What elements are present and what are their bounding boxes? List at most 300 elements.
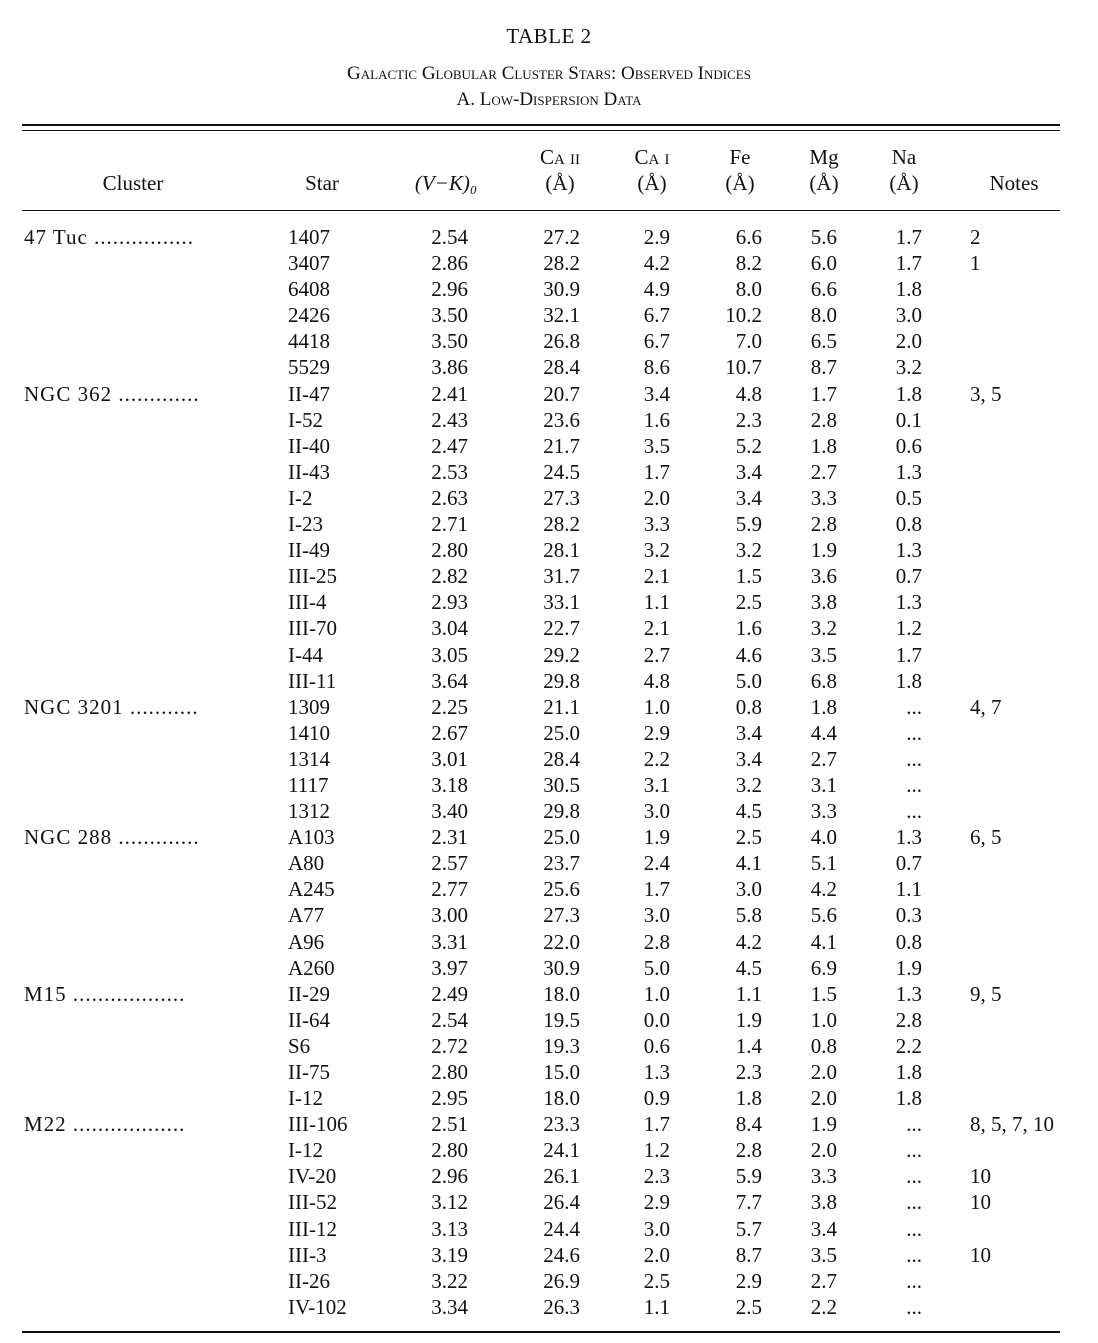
table-row [0,563,1098,589]
cell-vk: 3.97 [431,955,468,980]
cell-ca1: 2.2 [643,746,670,771]
table-row [0,1085,1098,1111]
cell-fe: 5.9 [735,1164,762,1189]
cell-mg: 3.3 [810,485,837,510]
cell-fe: 1.1 [735,981,762,1006]
cell-na: ... [906,799,922,824]
cell-na: 1.8 [895,381,922,406]
cell-star: IV-20 [288,1164,337,1189]
table-row [0,302,1098,328]
cell-na: ... [906,1138,922,1163]
cell-star: A245 [288,877,335,902]
cell-ca1: 2.9 [643,1190,670,1215]
cell-mg: 2.7 [810,459,837,484]
cell-vk: 2.43 [431,407,468,432]
cell-fe: 5.9 [735,512,762,537]
cell-na: ... [906,1112,922,1137]
cell-mg: 3.5 [810,1242,837,1267]
cell-vk: 2.63 [431,485,468,510]
cell-fe: 4.5 [735,955,762,980]
cell-ca2: 26.9 [543,1268,580,1293]
cell-ca2: 31.7 [543,564,580,589]
cell-na: 1.2 [895,616,922,641]
cell-mg: 2.8 [810,407,837,432]
cell-fe: 1.4 [735,1033,762,1058]
table-row [0,668,1098,694]
cell-ca1: 1.7 [643,1112,670,1137]
table-row [0,1007,1098,1033]
cell-ca1: 3.0 [643,799,670,824]
cell-mg: 1.0 [810,1007,837,1032]
cell-ca1: 3.4 [643,381,670,406]
table-row [0,1033,1098,1059]
cell-fe: 5.7 [735,1216,762,1241]
cell-mg: 3.4 [810,1216,837,1241]
header-rule [22,210,1060,211]
cell-cluster: 47 Tuc ................ [24,225,195,249]
cell-notes: 8, 5, 7, 10 [970,1112,1054,1137]
cell-ca1: 1.7 [643,877,670,902]
table-row [0,1189,1098,1215]
cell-star: I-2 [288,485,313,510]
cell-star: 1309 [288,694,330,719]
cell-vk: 2.47 [431,433,468,458]
cell-na: 0.8 [895,929,922,954]
cell-ca1: 4.8 [643,668,670,693]
table-row [0,485,1098,511]
cell-ca1: 3.2 [643,538,670,563]
top-rule [22,124,1060,126]
cell-ca1: 1.6 [643,407,670,432]
cell-vk: 3.18 [431,772,468,797]
cell-vk: 2.72 [431,1033,468,1058]
cell-ca2: 25.0 [543,720,580,745]
cell-mg: 3.8 [810,590,837,615]
cell-fe: 8.0 [735,277,762,302]
cell-cluster: NGC 3201 ........... [24,694,199,719]
cell-notes: 6, 5 [970,825,1002,850]
cell-notes: 4, 7 [970,694,1002,719]
cell-ca2: 24.4 [543,1216,580,1241]
cell-ca1: 4.2 [643,251,670,276]
cell-na: 1.3 [895,825,922,850]
cell-na: 0.6 [895,433,922,458]
cell-ca1: 2.4 [643,851,670,876]
header-ca2: Ca ii (Å) [539,145,581,195]
cell-star: A96 [288,929,325,954]
cell-vk: 2.80 [431,1060,468,1084]
cell-ca2: 29.8 [543,799,580,824]
table-row [0,407,1098,433]
cell-ca2: 25.0 [543,825,580,850]
cell-mg: 1.7 [810,381,837,406]
cell-star: I-52 [288,407,323,432]
cell-ca1: 2.5 [643,1268,670,1293]
cell-mg: 5.1 [810,851,837,876]
cell-mg: 2.2 [810,1294,837,1319]
table-row [0,1111,1098,1137]
table-label: TABLE 2 [506,24,592,48]
cell-vk: 3.05 [431,642,468,667]
table-row [0,511,1098,537]
cell-vk: 2.86 [431,251,468,276]
cell-ca2: 19.5 [543,1007,580,1032]
cell-mg: 2.0 [810,1060,837,1084]
cell-fe: 2.8 [735,1138,762,1163]
cell-star: I-12 [288,1086,323,1111]
cell-ca1: 3.3 [643,512,670,537]
cell-fe: 2.5 [735,1294,762,1319]
cell-star: 1312 [288,799,330,824]
cell-fe: 2.3 [735,1060,762,1084]
cell-na: ... [906,772,922,797]
cell-star: III-11 [288,668,337,693]
cell-fe: 5.2 [735,433,762,458]
cell-fe: 3.4 [735,485,762,510]
cell-ca1: 1.3 [643,1060,670,1084]
cell-na: ... [906,1164,922,1189]
cell-na: 1.8 [895,1060,922,1084]
table-row [0,850,1098,876]
cell-ca1: 2.9 [643,225,670,249]
cell-ca1: 1.0 [643,694,670,719]
table-row [0,328,1098,354]
cell-mg: 4.0 [810,825,837,850]
cell-star: III-4 [288,590,327,615]
cell-star: III-25 [288,564,337,589]
table-row [0,1137,1098,1163]
cell-ca2: 28.2 [543,512,580,537]
table-subcaption: A. Low-Dispersion Data [456,89,642,110]
cell-notes: 3, 5 [970,381,1002,406]
cell-star: I-12 [288,1138,323,1163]
table-row [0,224,1098,250]
cell-mg: 3.6 [810,564,837,589]
cell-na: ... [906,1216,922,1241]
cell-mg: 6.9 [810,955,837,980]
cell-ca2: 27.3 [543,485,580,510]
cell-ca1: 1.9 [643,825,670,850]
cell-na: 0.3 [895,903,922,928]
cell-vk: 2.82 [431,564,468,589]
cell-ca2: 26.8 [543,329,580,354]
cell-mg: 1.9 [810,1112,837,1137]
cell-notes: 10 [970,1164,991,1189]
cell-fe: 3.4 [735,746,762,771]
cell-na: 1.3 [895,459,922,484]
cell-ca1: 2.0 [643,1242,670,1267]
cell-mg: 4.2 [810,877,837,902]
cell-star: 1410 [288,720,330,745]
cell-na: 3.2 [895,355,922,380]
cell-star: 3407 [288,251,330,276]
table-row [0,694,1098,720]
cell-vk: 2.93 [431,590,468,615]
cell-na: ... [906,746,922,771]
cell-mg: 3.3 [810,1164,837,1189]
cell-star: I-44 [288,642,323,667]
cell-ca2: 26.3 [543,1294,580,1319]
cell-mg: 6.6 [810,277,837,302]
cell-ca2: 32.1 [543,303,580,328]
cell-fe: 1.5 [735,564,762,589]
cell-star: A77 [288,903,325,928]
cell-star: IV-102 [288,1294,347,1319]
header-notes: Notes [989,171,1039,195]
cell-na: 0.8 [895,512,922,537]
cell-ca1: 2.8 [643,929,670,954]
table-row [0,537,1098,563]
header-cluster: Cluster [102,171,164,195]
cell-na: ... [906,1294,922,1319]
cell-na: 2.0 [895,329,922,354]
cell-mg: 6.8 [810,668,837,693]
cell-fe: 2.3 [735,407,762,432]
cell-vk: 2.53 [431,459,468,484]
top-rule-inner [22,130,1060,131]
cell-ca1: 3.0 [643,903,670,928]
cell-vk: 3.12 [431,1190,468,1215]
cell-na: 3.0 [895,303,922,328]
table-row [0,1163,1098,1189]
cell-mg: 8.7 [810,355,837,380]
table-caption: Galactic Globular Cluster Stars: Observed Indices [347,63,751,84]
cell-ca1: 2.1 [643,564,670,589]
cell-ca1: 3.0 [643,1216,670,1241]
table-row [0,433,1098,459]
cell-cluster: NGC 288 ............. [24,825,200,850]
cell-na: 1.3 [895,981,922,1006]
cell-na: 0.7 [895,564,922,589]
cell-vk: 3.04 [431,616,468,641]
cell-ca1: 1.0 [643,981,670,1006]
bottom-rule [22,1331,1060,1333]
cell-fe: 8.7 [735,1242,762,1267]
cell-fe: 3.2 [735,772,762,797]
cell-star: II-40 [288,433,330,458]
cell-fe: 3.4 [735,720,762,745]
cell-ca2: 30.5 [543,772,580,797]
header-vk: (V−K)₀ [414,171,478,195]
cell-ca2: 30.9 [543,277,580,302]
cell-ca1: 1.2 [643,1138,670,1163]
cell-na: 2.2 [895,1033,922,1058]
cell-ca2: 33.1 [543,590,580,615]
cell-cluster: M22 .................. [24,1112,186,1137]
table-row [0,1268,1098,1294]
cell-vk: 2.49 [431,981,468,1006]
cell-ca1: 6.7 [643,303,670,328]
cell-fe: 7.7 [735,1190,762,1215]
table-row [0,642,1098,668]
table-row [0,1059,1098,1085]
cell-star: A80 [288,851,325,876]
cell-na: 1.9 [895,955,922,980]
cell-na: 1.8 [895,668,922,693]
cell-star: III-70 [288,616,337,641]
cell-vk: 2.31 [431,825,468,850]
cell-star: III-3 [288,1242,327,1267]
cell-vk: 2.95 [431,1086,468,1111]
cell-ca2: 21.7 [543,433,580,458]
cell-ca2: 20.7 [543,381,580,406]
header-mg: Mg (Å) [809,145,839,195]
cell-na: 1.8 [895,277,922,302]
cell-fe: 6.6 [735,225,762,249]
cell-ca2: 28.2 [543,251,580,276]
cell-fe: 7.0 [735,329,762,354]
cell-cluster: M15 .................. [24,981,186,1006]
cell-fe: 4.6 [735,642,762,667]
cell-na: ... [906,1268,922,1293]
cell-na: 1.7 [895,225,922,249]
cell-vk: 2.71 [431,512,468,537]
cell-fe: 5.0 [735,668,762,693]
cell-ca2: 24.1 [543,1138,580,1163]
cell-fe: 10.2 [725,303,762,328]
table-row [0,981,1098,1007]
table-row [0,1242,1098,1268]
cell-star: 1117 [288,772,329,797]
cell-notes: 10 [970,1242,991,1267]
header-na: Na (Å) [889,145,919,195]
cell-star: II-26 [288,1268,330,1293]
cell-fe: 2.5 [735,590,762,615]
header-ca1: Ca i (Å) [634,145,670,195]
cell-ca2: 24.6 [543,1242,580,1267]
cell-vk: 3.22 [431,1268,468,1293]
cell-vk: 3.13 [431,1216,468,1241]
cell-ca1: 0.9 [643,1086,670,1111]
cell-ca2: 29.2 [543,642,580,667]
cell-cluster: NGC 362 ............. [24,381,200,406]
cell-star: A260 [288,955,335,980]
cell-vk: 3.00 [431,903,468,928]
cell-mg: 2.8 [810,512,837,537]
cell-ca2: 22.7 [543,616,580,641]
cell-fe: 8.4 [735,1112,762,1137]
cell-ca2: 24.5 [543,459,580,484]
cell-ca2: 30.9 [543,955,580,980]
cell-mg: 2.7 [810,746,837,771]
cell-ca2: 18.0 [543,981,580,1006]
cell-star: 5529 [288,355,330,380]
cell-na: 0.7 [895,851,922,876]
cell-na: 0.1 [895,407,922,432]
cell-ca1: 5.0 [643,955,670,980]
cell-star: A103 [288,825,335,850]
cell-ca2: 27.2 [543,225,580,249]
cell-star: III-52 [288,1190,337,1215]
cell-vk: 3.19 [431,1242,468,1267]
cell-vk: 2.51 [431,1112,468,1137]
cell-vk: 3.86 [431,355,468,380]
cell-ca1: 2.1 [643,616,670,641]
cell-ca1: 3.1 [643,772,670,797]
cell-vk: 2.96 [431,1164,468,1189]
cell-mg: 2.0 [810,1138,837,1163]
cell-fe: 2.5 [735,825,762,850]
table-row [0,902,1098,928]
cell-fe: 8.2 [735,251,762,276]
cell-na: 1.7 [895,642,922,667]
cell-star: 6408 [288,277,330,302]
cell-fe: 4.1 [735,851,762,876]
cell-ca2: 26.1 [543,1164,580,1189]
cell-star: II-49 [288,538,330,563]
cell-ca1: 2.3 [643,1164,670,1189]
cell-na: 0.5 [895,485,922,510]
cell-vk: 3.31 [431,929,468,954]
cell-ca1: 3.5 [643,433,670,458]
table-row [0,746,1098,772]
cell-mg: 5.6 [810,903,837,928]
cell-ca2: 23.3 [543,1112,580,1137]
cell-ca1: 6.7 [643,329,670,354]
cell-star: III-106 [288,1112,348,1137]
cell-mg: 3.8 [810,1190,837,1215]
cell-star: II-43 [288,459,330,484]
cell-ca2: 22.0 [543,929,580,954]
cell-mg: 3.1 [810,772,837,797]
cell-fe: 2.9 [735,1268,762,1293]
cell-ca2: 15.0 [543,1060,580,1084]
cell-mg: 6.5 [810,329,837,354]
cell-mg: 3.3 [810,799,837,824]
cell-fe: 5.8 [735,903,762,928]
table-row [0,276,1098,302]
cell-fe: 4.5 [735,799,762,824]
header-fe: Fe (Å) [725,145,755,195]
cell-fe: 4.8 [735,381,762,406]
cell-vk: 3.50 [431,303,468,328]
cell-vk: 2.80 [431,1138,468,1163]
cell-fe: 3.0 [735,877,762,902]
cell-fe: 10.7 [725,355,762,380]
cell-ca2: 28.4 [543,355,580,380]
cell-star: 2426 [288,303,330,328]
cell-vk: 2.57 [431,851,468,876]
table-row [0,459,1098,485]
cell-ca2: 28.1 [543,538,580,563]
cell-ca2: 19.3 [543,1033,580,1058]
cell-vk: 2.54 [431,225,468,249]
cell-fe: 1.6 [735,616,762,641]
table-row [0,720,1098,746]
table-row [0,1294,1098,1320]
cell-fe: 3.4 [735,459,762,484]
cell-ca2: 28.4 [543,746,580,771]
cell-vk: 3.01 [431,746,468,771]
cell-mg: 1.5 [810,981,837,1006]
cell-star: II-47 [288,381,330,406]
cell-ca2: 23.6 [543,407,580,432]
cell-vk: 2.67 [431,720,468,745]
cell-vk: 2.41 [431,381,468,406]
table-row [0,354,1098,380]
cell-na: 1.8 [895,1086,922,1111]
cell-na: ... [906,720,922,745]
cell-vk: 2.80 [431,538,468,563]
cell-ca1: 0.6 [643,1033,670,1058]
cell-mg: 8.0 [810,303,837,328]
cell-star: S6 [288,1033,311,1058]
cell-ca2: 26.4 [543,1190,580,1215]
cell-na: 1.3 [895,590,922,615]
cell-na: 1.7 [895,251,922,276]
cell-ca1: 2.7 [643,642,670,667]
cell-vk: 2.54 [431,1007,468,1032]
